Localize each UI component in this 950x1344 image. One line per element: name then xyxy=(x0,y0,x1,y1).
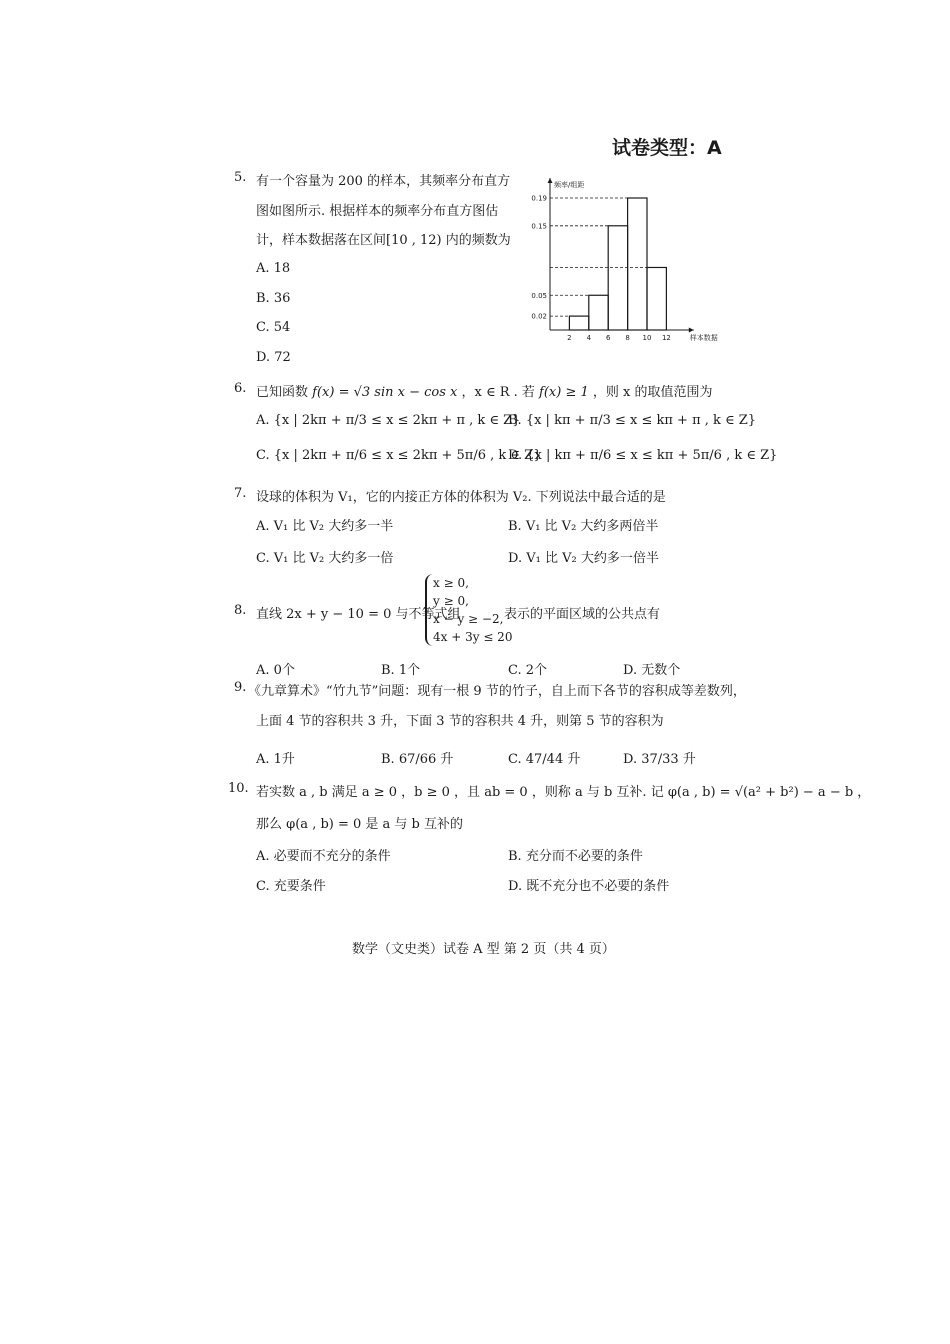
q7-option-c: C. V₁ 比 V₂ 大约多一倍 xyxy=(256,551,394,566)
q7-option-a: A. V₁ 比 V₂ 大约多一半 xyxy=(256,519,394,534)
x-axis-label: 样本数据 xyxy=(689,334,718,342)
q6-option-b: B. {x | kπ + π/3 ≤ x ≤ kπ + π , k ∈ Z} xyxy=(508,413,757,428)
q9-line-2: 上面 4 节的容积共 3 升，下面 3 节的容积共 4 升，则第 5 节的容积为 xyxy=(256,714,664,729)
q9-option-c: C. 47/44 升 xyxy=(508,752,581,767)
q8-number: 8. xyxy=(234,603,247,618)
q10-option-b: B. 充分而不必要的条件 xyxy=(508,849,643,864)
y-axis-label: 频率/组距 xyxy=(554,181,585,189)
q5-option-c: C. 54 xyxy=(256,320,291,335)
histogram-bar xyxy=(628,198,647,330)
q6-number: 6. xyxy=(234,381,247,396)
q6-option-a: A. {x | 2kπ + π/3 ≤ x ≤ 2kπ + π , k ∈ Z} xyxy=(256,413,521,428)
q10-option-a: A. 必要而不充分的条件 xyxy=(256,849,391,864)
q10-option-c: C. 充要条件 xyxy=(256,879,326,894)
q7-option-d: D. V₁ 比 V₂ 大约多一倍半 xyxy=(508,551,659,566)
y-tick-label: 0.02 xyxy=(531,312,547,321)
q5-option-d: D. 72 xyxy=(256,350,291,365)
q5-option-a: A. 18 xyxy=(256,261,291,276)
histogram-bar xyxy=(608,226,627,330)
q6-stem-b: ，x ∈ R . 若 xyxy=(461,385,535,400)
x-tick-label: 12 xyxy=(661,334,671,342)
y-tick-label: 0.05 xyxy=(531,291,547,300)
q6-function: f(x) = √3 sin x − cos x xyxy=(312,385,458,400)
y-tick-label: 0.19 xyxy=(531,194,547,203)
q9-number: 9. xyxy=(234,680,247,695)
q9-option-a: A. 1升 xyxy=(256,752,295,767)
histogram-bar xyxy=(647,267,666,330)
q5-option-b: B. 36 xyxy=(256,291,291,306)
q8-option-c: C. 2个 xyxy=(508,663,548,678)
q5-line-2: 图如图所示. 根据样本的频率分布直方图估 xyxy=(256,204,499,219)
q10-line-1: 若实数 a , b 满足 a ≥ 0 ，b ≥ 0 ，且 ab = 0 ，则称 a 与 b 互补. 记 φ(a , b) = √(a² + b²) − a − b ， xyxy=(256,785,871,800)
q6-condition: f(x) ≥ 1 xyxy=(539,385,589,400)
x-tick-label: 8 xyxy=(625,334,630,342)
q10-option-d: D. 既不充分也不必要的条件 xyxy=(508,879,670,894)
q6-option-d: D. {x | kπ + π/6 ≤ x ≤ kπ + 5π/6 , k ∈ Z} xyxy=(508,448,778,463)
q8-inequality-2: y ≥ 0, xyxy=(433,594,469,608)
q8-option-b: B. 1个 xyxy=(381,663,421,678)
x-tick-label: 10 xyxy=(642,334,652,342)
q8-inequality-3: x − y ≥ −2, xyxy=(433,612,504,626)
q5-number: 5. xyxy=(234,170,247,185)
q5-line-3: 计，样本数据落在区间[10 , 12) 内的频数为 xyxy=(256,233,511,248)
q7-stem: 设球的体积为 V₁，它的内接正方体的体积为 V₂. 下列说法中最合适的是 xyxy=(256,490,666,505)
q10-number: 10. xyxy=(228,781,249,796)
histogram-bar xyxy=(569,316,588,330)
q8-option-a: A. 0个 xyxy=(256,663,295,678)
q6-option-c: C. {x | 2kπ + π/6 ≤ x ≤ 2kπ + 5π/6 , k ∈ Z} xyxy=(256,448,542,463)
y-axis-arrow xyxy=(548,178,553,183)
q7-number: 7. xyxy=(234,486,247,501)
q9-option-b: B. 67/66 升 xyxy=(381,752,454,767)
frequency-histogram xyxy=(520,168,735,353)
x-axis-arrow xyxy=(689,328,694,333)
q8-inequality-system xyxy=(425,574,512,646)
q6-stem-c: ，则 x 的取值范围为 xyxy=(592,385,713,400)
q5-line-1: 有一个容量为 200 的样本，其频率分布直方 xyxy=(256,174,511,189)
x-tick-label: 6 xyxy=(605,334,611,342)
x-tick-label: 2 xyxy=(567,334,572,342)
q6-stem xyxy=(256,381,713,400)
q8-stem-a: 直线 2x + y − 10 = 0 与不等式组 xyxy=(256,607,461,622)
q8-inequality-1: x ≥ 0, xyxy=(433,576,469,590)
q9-line-1: 《九章算术》“竹九节”问题：现有一根 9 节的竹子，自上而下各节的容积成等差数列， xyxy=(248,684,746,699)
q10-line-2: 那么 φ(a , b) = 0 是 a 与 b 互补的 xyxy=(256,817,464,832)
q7-option-b: B. V₁ 比 V₂ 大约多两倍半 xyxy=(508,519,659,534)
q9-option-d: D. 37/33 升 xyxy=(623,752,696,767)
exam-type-label: 试卷类型：A xyxy=(612,137,722,159)
q8-inequality-4: 4x + 3y ≤ 20 xyxy=(433,630,513,644)
y-tick-label: 0.15 xyxy=(531,222,547,231)
q8-stem-b: 表示的平面区域的公共点有 xyxy=(504,607,661,622)
histogram-bar xyxy=(589,295,608,330)
page-footer: 数学（文史类）试卷 A 型 第 2 页（共 4 页） xyxy=(352,942,615,957)
q8-option-d: D. 无数个 xyxy=(623,663,681,678)
q6-stem-a: 已知函数 xyxy=(256,385,309,400)
x-tick-label: 4 xyxy=(586,334,592,342)
